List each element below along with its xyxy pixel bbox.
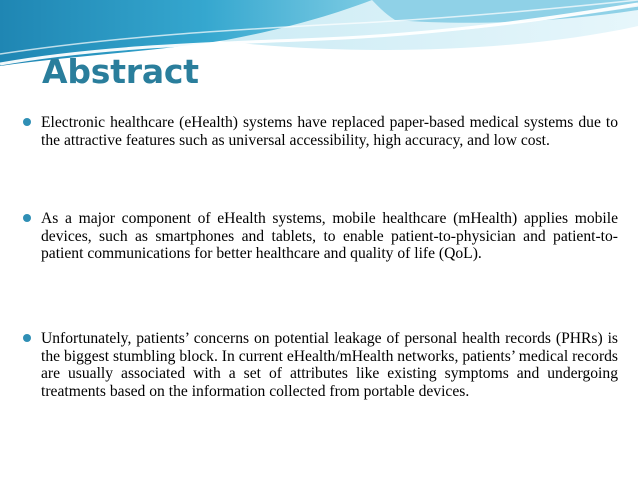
bullet-text: Electronic healthcare (eHealth) systems have replaced paper-based medical systems due to the attractive features such as universal accessibility, high accuracy, and low cost. xyxy=(41,114,618,149)
bullet-dot-icon xyxy=(23,118,31,126)
bullet-item xyxy=(22,330,618,400)
bullet-text: As a major component of eHealth systems, mobile healthcare (mHealth) applies mobile devices, such as smartphones and tablets, to enable patient-to-physician and patient-to-patient communications for better healthcare and quality of life (QoL). xyxy=(41,210,618,262)
bullet-item xyxy=(22,210,618,330)
bullet-text: Unfortunately, patients’ concerns on potential leakage of personal health records (PHRs) is the biggest stumbling block. In current eHealth/mHealth networks, patients’ medical records are usually associated with a set of attributes like existing symptoms and undergoing treatments based on the information collected from portable devices. xyxy=(41,330,618,400)
bullet-dot-icon xyxy=(23,214,31,222)
bullet-item xyxy=(22,114,618,210)
bullet-dot-icon xyxy=(23,334,31,342)
slide-title: Abstract xyxy=(42,52,199,91)
bullet-list xyxy=(22,114,618,400)
